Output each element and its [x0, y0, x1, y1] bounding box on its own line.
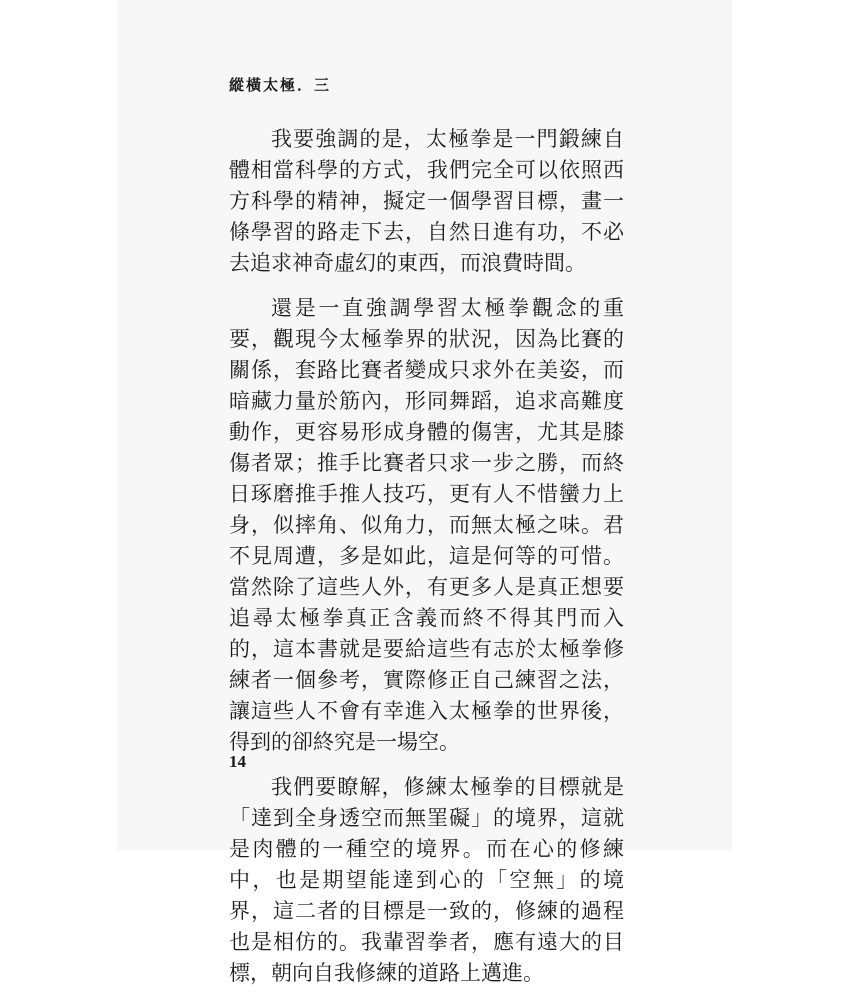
paragraph-1: 我要強調的是，太極拳是一門鍛練自體相當科學的方式，我們完全可以依照西方科學的精神，擬定一個學習目標，畫一條學習的路走下去，自然日進有功，不必去追求神奇虛幻的東西，而浪費時間。 — [229, 127, 624, 275]
paragraph-2: 還是一直強調學習太極拳觀念的重要，觀現今太極拳界的狀況，因為比賽的關係，套路比賽者變成只求外在美姿，而暗藏力量於筋內，形同舞蹈，追求高難度動作，更容易形成身體的傷害，尤其是膝傷者眾；推手比賽者只求一步之勝，而終日琢磨推手推人技巧，更有人不惜蠻力上身，似摔角、似角力，而無太極之味。君不見周遭，多是如此，這是何等的可惜。當然除了這些人外，有更多人是真正想要追尋太極拳真正含義而終不得其門而入的，這本書就是要給這些有志於太極拳修練者一個參考，實際修正自己練習之法，讓這些人不會有幸進入太極拳的世界後，得到的卻終究是一場空。 — [229, 296, 624, 754]
page-number: 14 — [229, 752, 246, 771]
body-text — [229, 124, 624, 1003]
running-header-title: 縱橫太極．三 — [229, 76, 332, 94]
book-page — [117, 0, 732, 985]
paragraph-3: 我們要瞭解，修練太極拳的目標就是「達到全身透空而無罣礙」的境界，這就是肉體的一種空的境界。而在心的修練中，也是期望能達到心的「空無」的境界，這二者的目標是一致的，修練的過程也是相仿的。我輩習拳者，應有遠大的目標，朝向自我修練的道路上邁進。 — [229, 775, 624, 985]
